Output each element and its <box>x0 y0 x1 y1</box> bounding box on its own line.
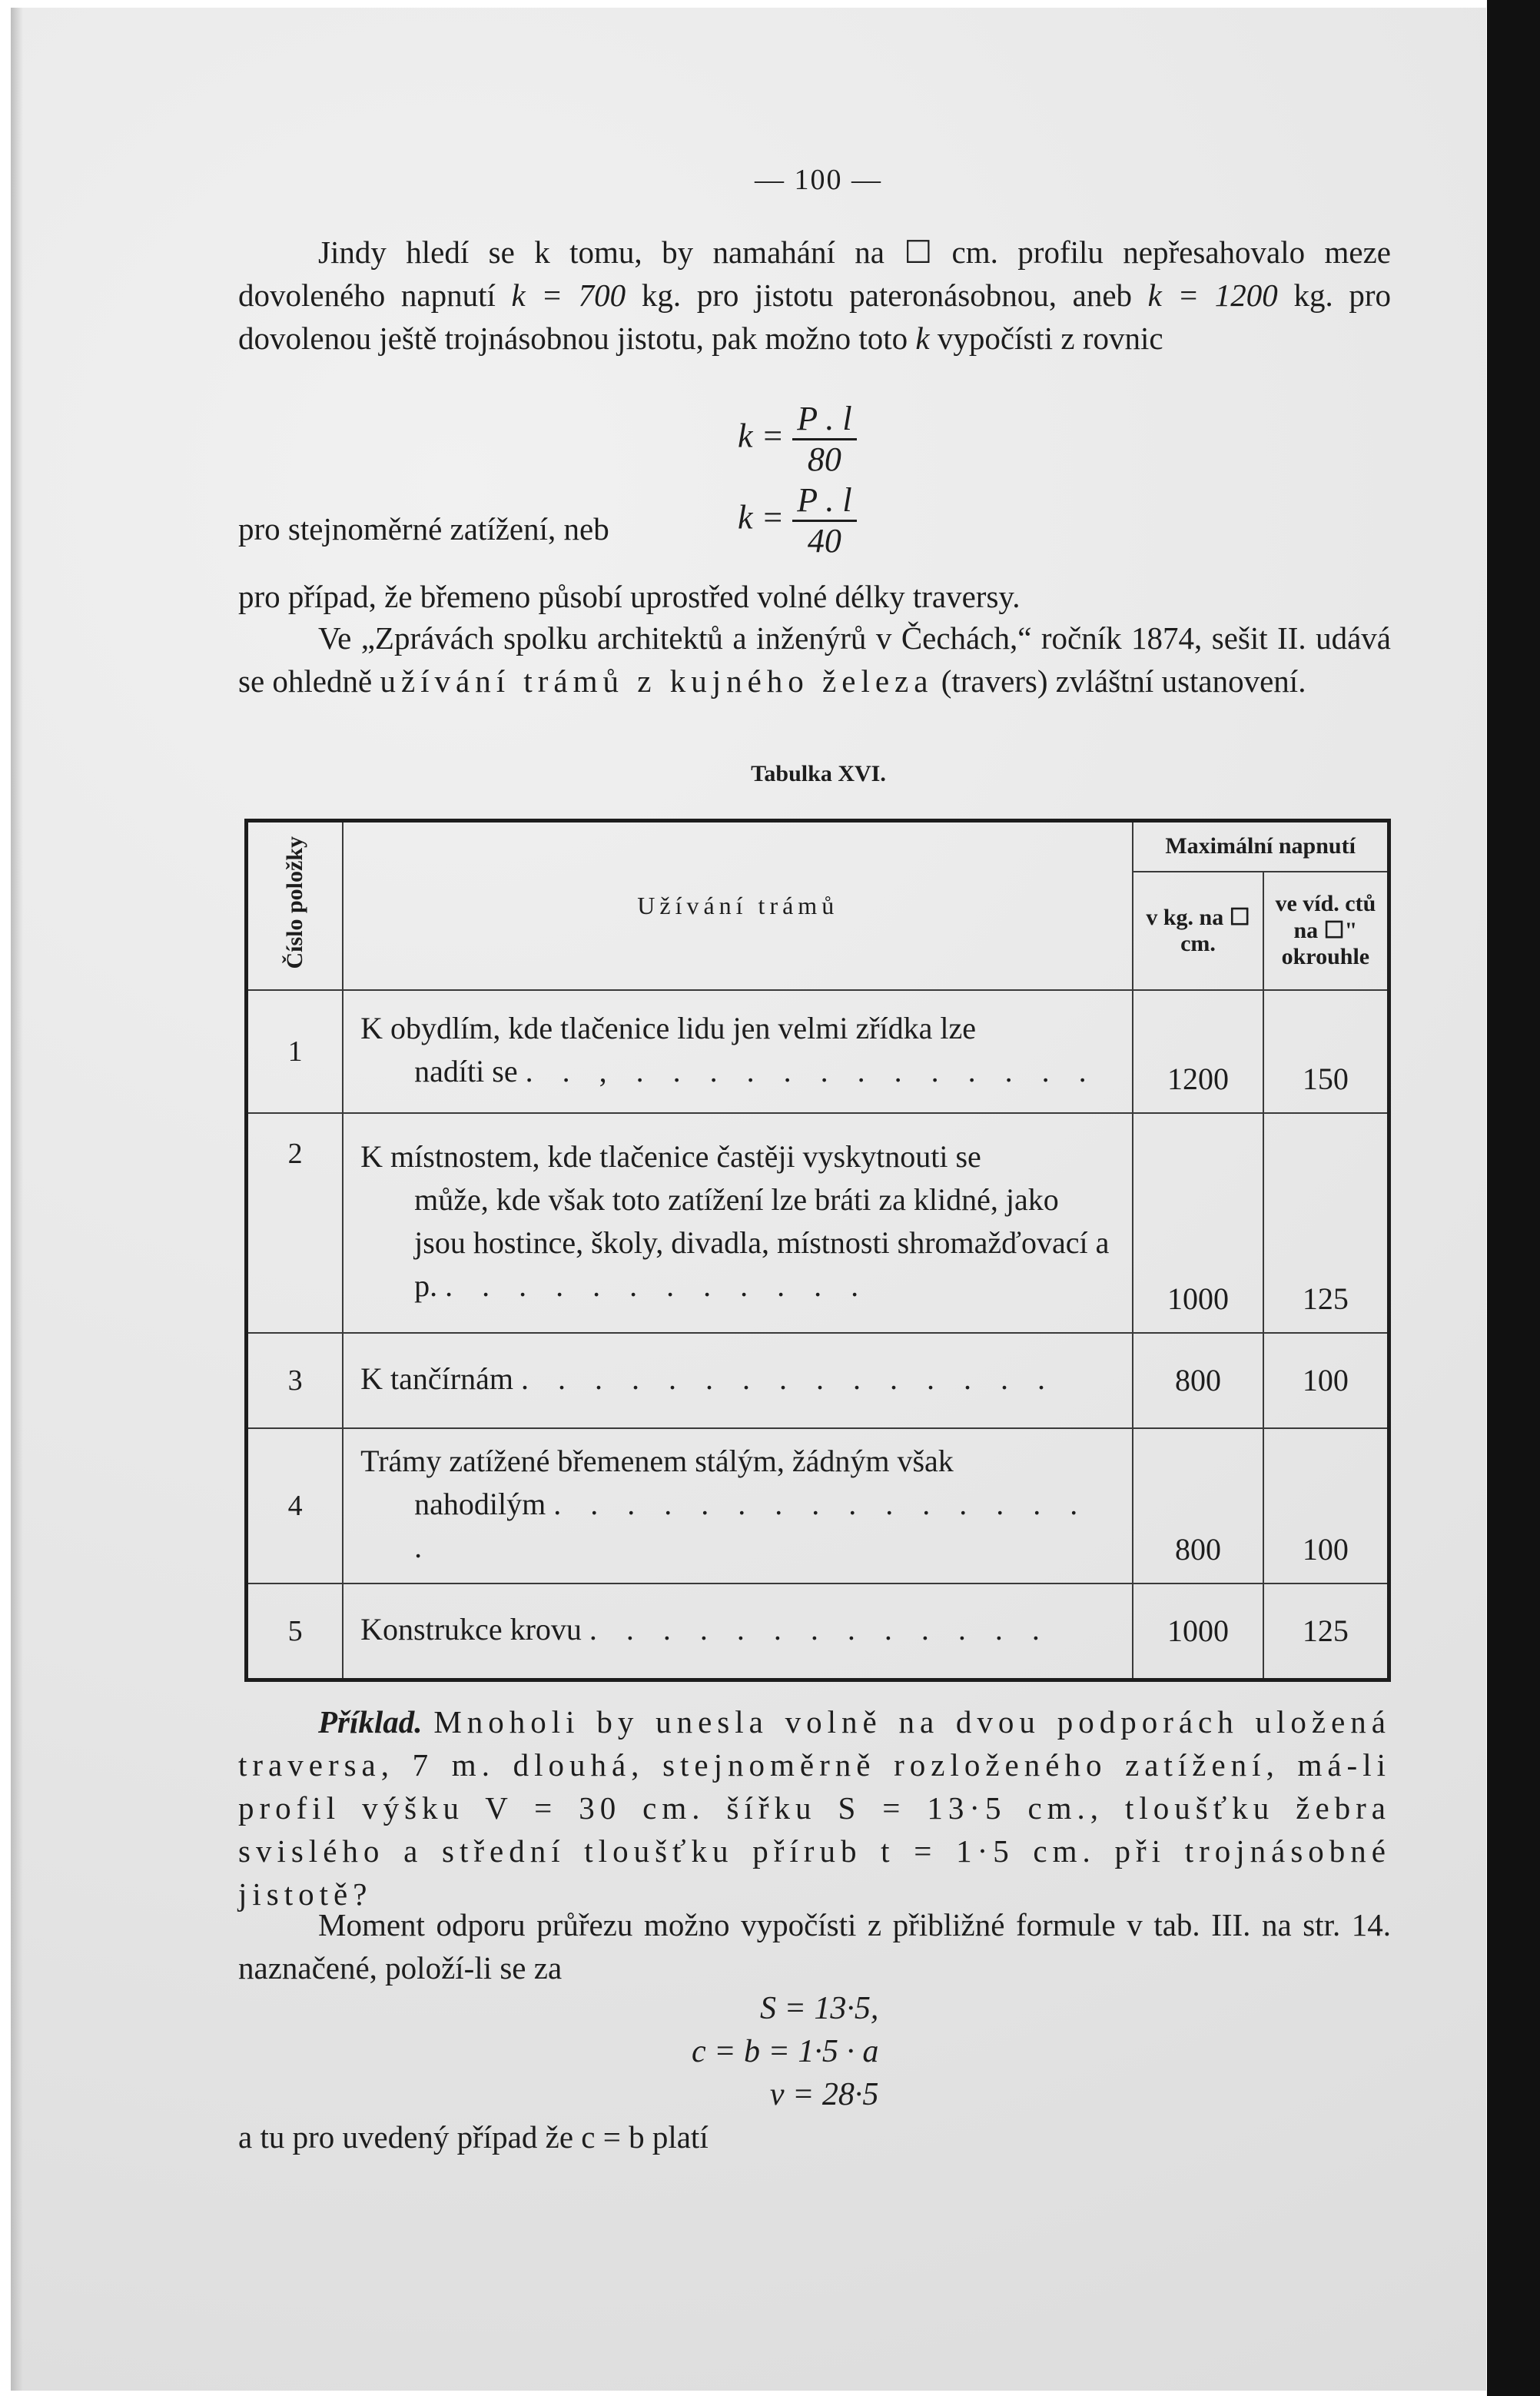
formula-line: c = b = 1·5 · a <box>692 2034 879 2069</box>
formula-central-load: k = $\frac{P . l}{40}$ <box>738 481 857 560</box>
header-kg: v kg. na ☐ cm. <box>1133 872 1263 990</box>
closing-text: a tu pro uvedený případ že c = b platí <box>238 2119 709 2155</box>
intro-paragraph: Jindy hledí se k tomu, by namahání na ☐ cm. profilu nepřesahovalo meze dovoleného napnutí k = 700 kg. pro jistotu pateronásobnou, aneb k = 1200 kg. pro dovolenou ještě trojnásobnou jistotu, pak možno toto k vypočísti z rovnic <box>238 234 1391 356</box>
table-row: 5 Konstrukce krovu . . . . . . . . . . . . . 1000 125 <box>247 1583 1389 1680</box>
page-number: — 100 — <box>755 164 882 196</box>
header-inch: ve víd. ctů na ☐" okrouhle <box>1263 872 1389 990</box>
table-row: 1 K obydlím, kde tlačenice lidu jen velmi zřídka lze nadíti se . . , . . . . . . . . . . . . . 1200 150 <box>247 990 1389 1113</box>
fraction: $\frac{P . l}{40}$ <box>792 481 856 560</box>
table-row: 3 K tančírnám . . . . . . . . . . . . . . . 800 100 <box>247 1333 1389 1428</box>
formula-prefix: pro stejnoměrné zatížení, neb <box>238 511 609 547</box>
fraction: $\frac{P . l}{80}$ <box>792 400 856 479</box>
table-caption: Tabulka XVI. <box>751 761 886 786</box>
usage-table <box>244 819 1391 1682</box>
page-edge-shadow <box>11 8 23 2391</box>
header-max: Maximální napnutí <box>1133 821 1389 872</box>
formula-block <box>692 1987 878 2116</box>
book-binding-edge <box>1487 0 1540 2396</box>
zpravy-paragraph: Ve „Zprávách spolku architektů a inženýrů v Čechách,“ ročník 1874, sešit II. udává se ohledně užívání trámů z kujného železa (travers) zvláštní ustanovení. <box>238 620 1391 699</box>
header-usage: Užívání trámů <box>343 821 1133 990</box>
formula-line: v = 28·5 <box>769 2077 879 2112</box>
example-paragraph: Příklad. Mnoholi by unesla volně na dvou podporách uložená traversa, 7 m. dlouhá, stejnoměrně rozloženého zatížení, má-li profil výšku V = 30 cm. šířku S = 13·5 cm., tloušťku žebra svislého a střední tloušťku přírub t = 1·5 cm. při trojnásobné jistotě? <box>238 1704 1392 1912</box>
header-number: Číslo položky <box>247 821 344 990</box>
after-formula-text: pro případ, že břemeno působí uprostřed volné délky traversy. <box>238 579 1021 614</box>
formula-line: S = 13·5, <box>759 1991 879 2026</box>
table-row: 2 K místnostem, kde tlačenice častěji vyskytnouti se může, kde však toto zatížení lze bráti za klidné, jako jsou hostince, školy, divadla, místnosti shromažďovací a p. . . . . . . . . . . . . 1000 125 <box>247 1113 1389 1333</box>
moment-paragraph: Moment odporu průřezu možno vypočísti z přibližné formule v tab. III. na str. 14. naznačené, položí-li se za <box>238 1907 1391 1986</box>
formula-uniform-load: k = $\frac{P . l}{80}$ <box>738 400 857 479</box>
table-row: 4 Trámy zatížené břemenem stálým, žádným však nahodilým . . . . . . . . . . . . . . . . 800 100 <box>247 1428 1389 1583</box>
